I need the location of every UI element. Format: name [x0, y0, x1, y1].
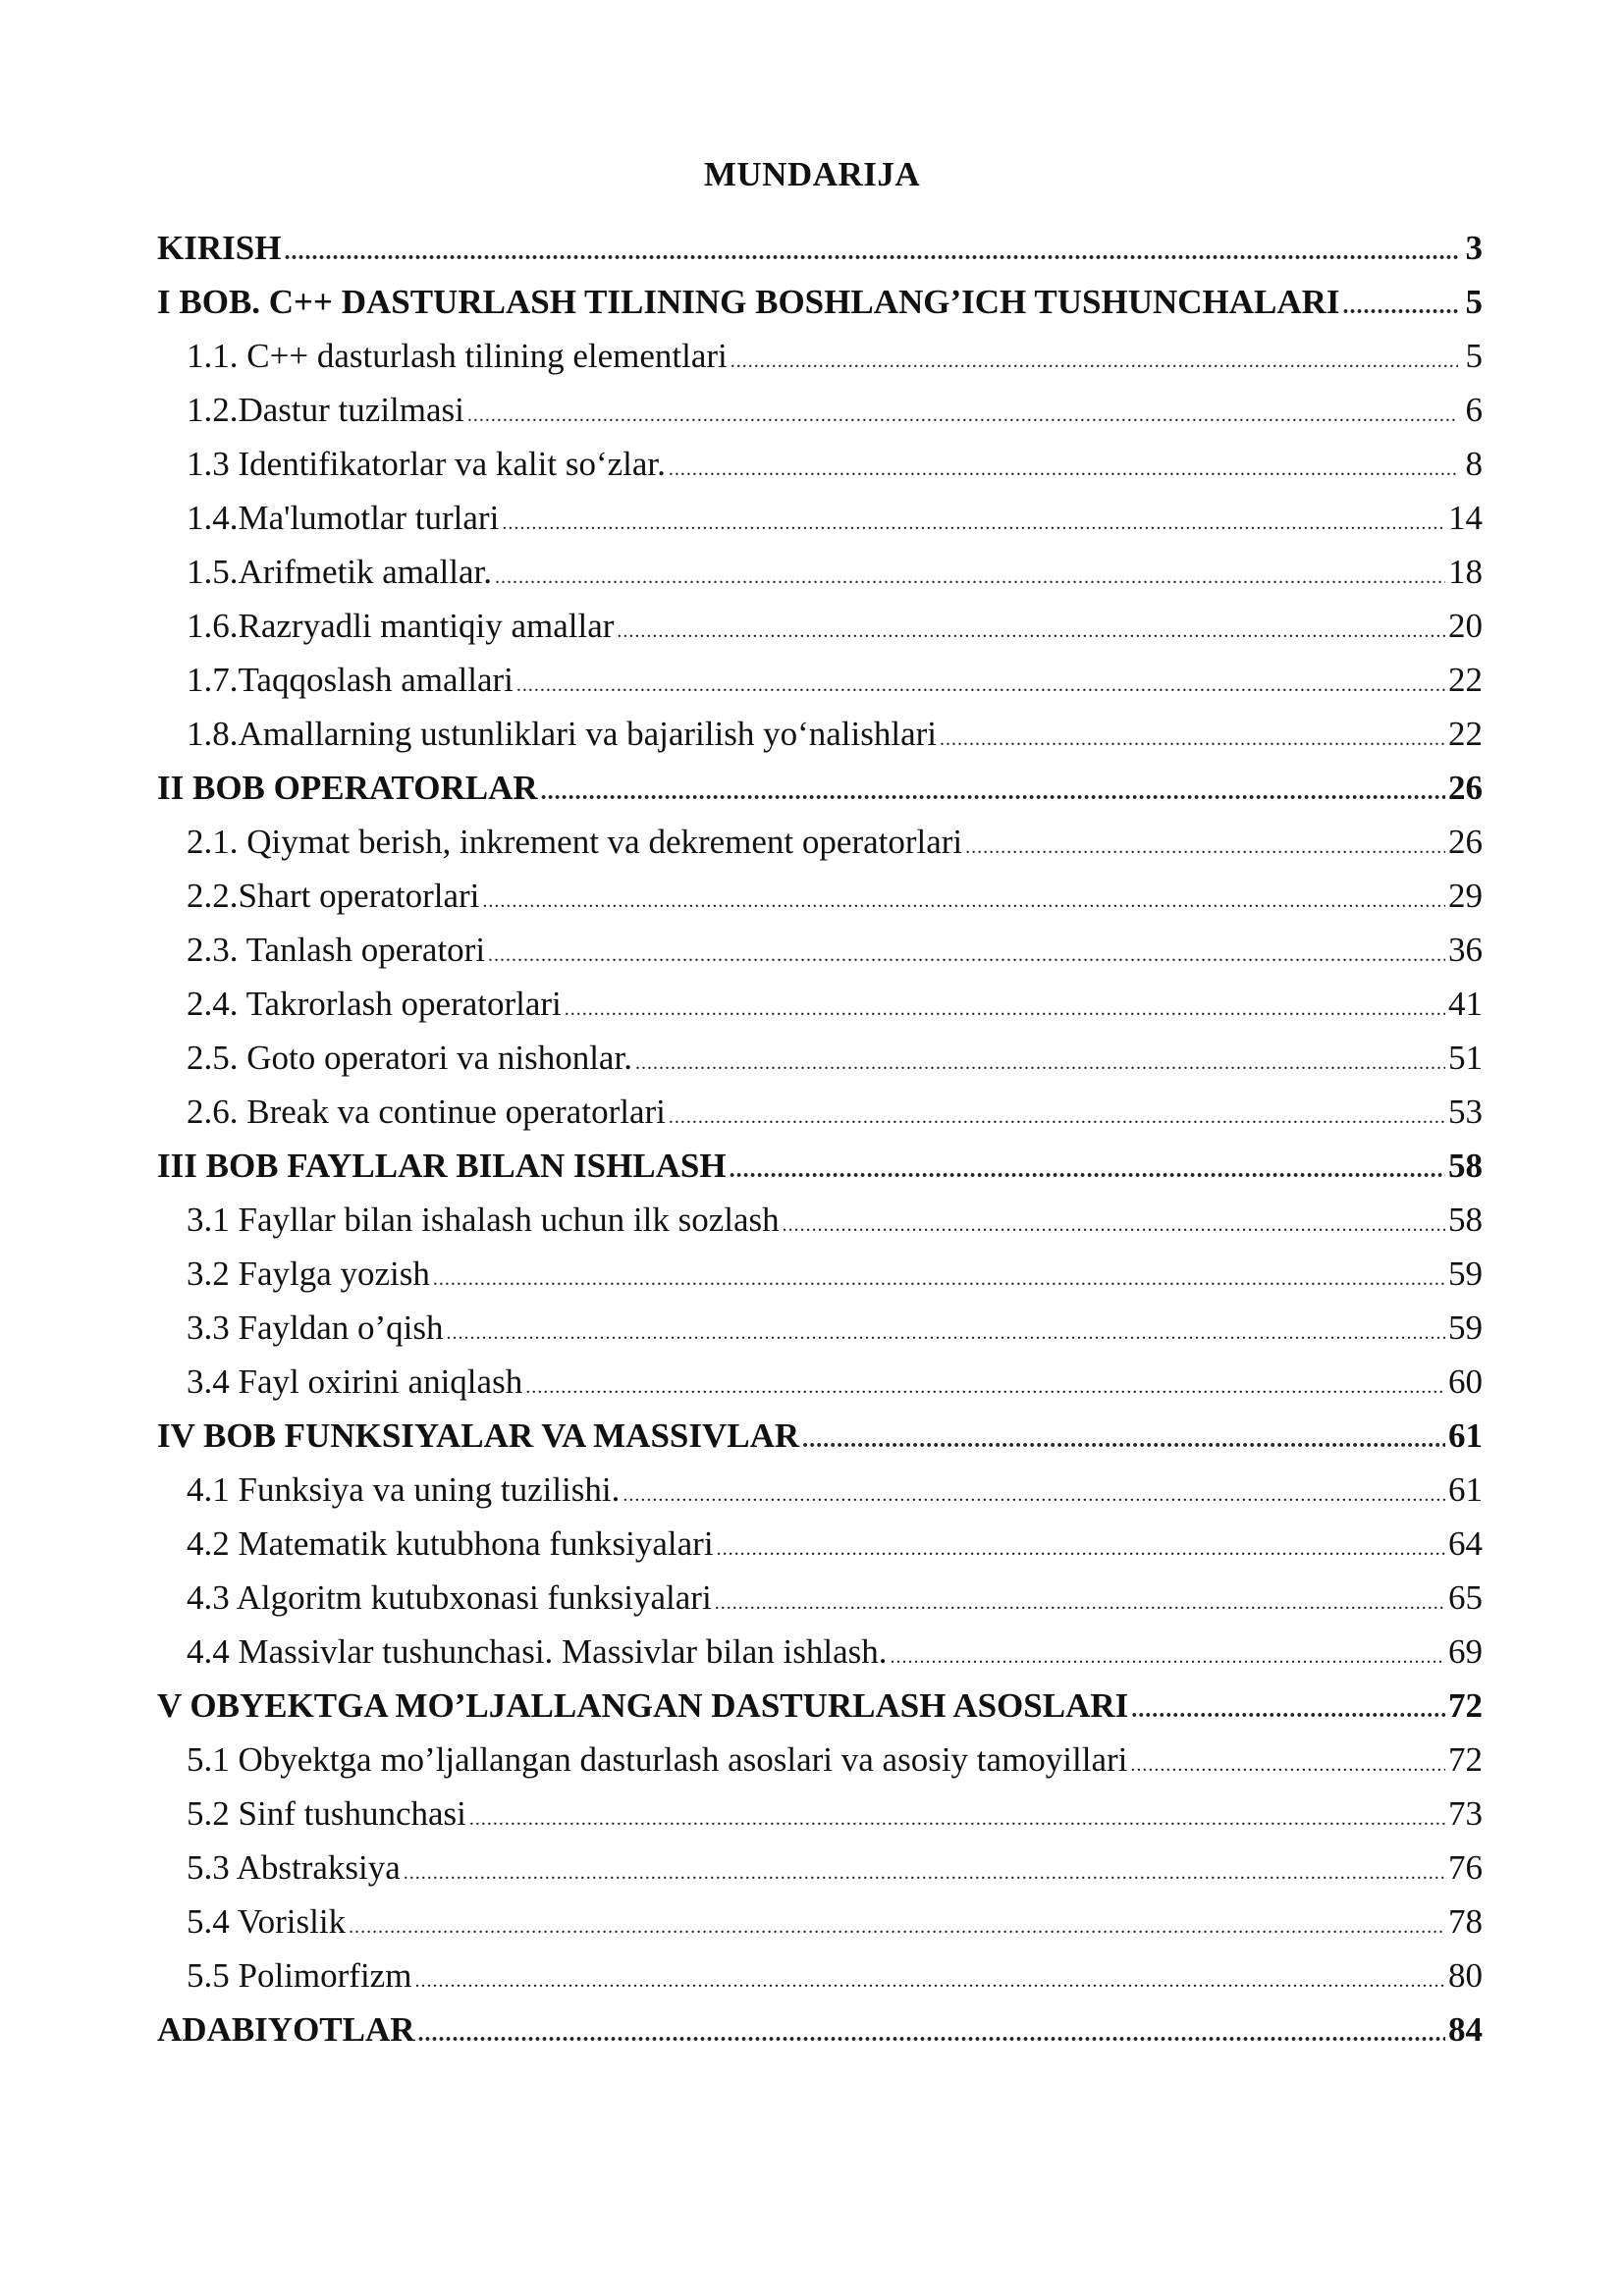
- toc-section-row[interactable]: [157, 869, 1483, 923]
- toc-page-number: 8: [1465, 445, 1483, 483]
- toc-page-number: 72: [1448, 1740, 1483, 1779]
- toc-page-number: 76: [1448, 1848, 1483, 1887]
- toc-section-row[interactable]: [157, 329, 1483, 383]
- toc-entry-label: 1.4.Ma'lumotlar turlari: [187, 499, 500, 537]
- toc-entry-label: 2.1. Qiymat berish, inkrement va dekrement operatorlari: [187, 823, 963, 861]
- toc-entry-label: I BOB. C++ DASTURLASH TILINING BOSHLANG’ICH TUSHUNCHALARI: [157, 283, 1340, 321]
- toc-section-row[interactable]: [157, 653, 1483, 707]
- toc-page-number: 59: [1448, 1308, 1483, 1347]
- toc-page-number: 26: [1448, 823, 1483, 861]
- toc-section-row[interactable]: [157, 1571, 1483, 1625]
- toc-section-row[interactable]: [157, 1517, 1483, 1571]
- toc-dot-leader: [783, 1199, 1445, 1253]
- toc-dot-leader: [467, 389, 1458, 443]
- toc-entry-label: 5.2 Sinf tushunchasi: [187, 1794, 466, 1833]
- toc-section-row[interactable]: [157, 1193, 1483, 1247]
- toc-chapter-row[interactable]: [157, 1409, 1483, 1463]
- toc-dot-leader: [731, 335, 1458, 389]
- toc-section-row[interactable]: [157, 707, 1483, 761]
- toc-page-number: 61: [1448, 1470, 1483, 1509]
- toc-dot-leader: [447, 1307, 1445, 1361]
- toc-page-number: 5: [1465, 337, 1483, 375]
- toc-chapter-row[interactable]: [157, 221, 1483, 275]
- toc-entry-label: 2.3. Tanlash operatori: [187, 931, 486, 969]
- toc-section-row[interactable]: [157, 1085, 1483, 1139]
- toc-page-number: 58: [1448, 1147, 1483, 1185]
- toc-page-number: 69: [1448, 1632, 1483, 1671]
- toc-section-row[interactable]: [157, 1031, 1483, 1085]
- toc-page-number: 72: [1448, 1686, 1483, 1725]
- toc-page-number: 3: [1465, 229, 1483, 267]
- toc-entry-label: 5.1 Obyektga mo’ljallangan dasturlash asoslari va asosiy tamoyillari: [187, 1740, 1128, 1779]
- toc-entry-label: 4.4 Massivlar tushunchasi. Massivlar bilan ishlash.: [187, 1632, 888, 1671]
- toc-entry-label: IV BOB FUNKSIYALAR VA MASSIVLAR: [157, 1416, 800, 1455]
- toc-section-row[interactable]: [157, 923, 1483, 977]
- page-title: MUNDARIJA: [703, 155, 921, 193]
- toc-page-number: 20: [1448, 607, 1483, 645]
- toc-entry-label: 1.7.Taqqoslash amallari: [187, 661, 514, 699]
- toc-page-number: 84: [1448, 2010, 1483, 2049]
- toc-dot-leader: [418, 2007, 1445, 2061]
- toc-dot-leader: [623, 1468, 1445, 1522]
- toc-dot-leader: [349, 1900, 1445, 1954]
- toc-dot-leader: [965, 821, 1445, 875]
- toc-entry-label: 3.4 Fayl oxirini aniqlash: [187, 1362, 523, 1401]
- toc-entry-label: 1.8.Amallarning ustunliklari va bajarilish yo‘nalishlari: [187, 715, 938, 753]
- table-of-contents: [157, 221, 1483, 2056]
- toc-entry-label: 4.3 Algoritm kutubxonasi funksiyalari: [187, 1578, 712, 1617]
- toc-entry-label: 1.3 Identifikatorlar va kalit so‘zlar.: [187, 445, 666, 483]
- toc-page-number: 14: [1448, 499, 1483, 537]
- toc-dot-leader: [433, 1253, 1445, 1307]
- toc-dot-leader: [565, 983, 1445, 1037]
- toc-page-number: 18: [1448, 553, 1483, 591]
- toc-dot-leader: [1130, 1738, 1445, 1792]
- toc-dot-leader: [717, 1522, 1445, 1576]
- toc-page-number: 73: [1448, 1794, 1483, 1833]
- toc-dot-leader: [730, 1144, 1445, 1198]
- toc-dot-leader: [1343, 280, 1458, 334]
- toc-entry-label: 3.3 Fayldan o’qish: [187, 1308, 444, 1347]
- toc-entry-label: 1.5.Arifmetik amallar.: [187, 553, 493, 591]
- toc-entry-label: 1.1. C++ dasturlash tilining elementlari: [187, 337, 728, 375]
- toc-page-number: 80: [1448, 1956, 1483, 1995]
- toc-dot-leader: [802, 1414, 1445, 1468]
- toc-entry-label: 3.2 Faylga yozish: [187, 1255, 430, 1293]
- toc-dot-leader: [414, 1954, 1445, 2008]
- toc-entry-label: 5.3 Abstraksiya: [187, 1848, 401, 1887]
- toc-entry-label: 1.2.Dastur tuzilmasi: [187, 391, 464, 429]
- toc-chapter-row[interactable]: [157, 1679, 1483, 1733]
- toc-entry-label: KIRISH: [157, 229, 282, 267]
- toc-dot-leader: [502, 497, 1445, 551]
- toc-page-number: 59: [1448, 1255, 1483, 1293]
- toc-chapter-row[interactable]: [157, 275, 1483, 329]
- toc-section-row[interactable]: [157, 545, 1483, 599]
- toc-section-row[interactable]: [157, 1625, 1483, 1679]
- toc-section-row[interactable]: [157, 1355, 1483, 1409]
- toc-chapter-row[interactable]: [157, 2002, 1483, 2056]
- toc-entry-label: 2.4. Takrorlash operatorlari: [187, 985, 562, 1023]
- toc-section-row[interactable]: [157, 437, 1483, 491]
- toc-entry-label: 4.1 Funksiya va uning tuzilishi.: [187, 1470, 621, 1509]
- toc-dot-leader: [715, 1576, 1445, 1630]
- toc-page-number: 36: [1448, 931, 1483, 969]
- toc-section-row[interactable]: [157, 1895, 1483, 1949]
- toc-dot-leader: [635, 1037, 1445, 1091]
- toc-dot-leader: [284, 226, 1458, 280]
- toc-page-number: 29: [1448, 877, 1483, 915]
- toc-entry-label: 2.6. Break va continue operatorlari: [187, 1093, 666, 1131]
- toc-entry-label: 5.5 Polimorfizm: [187, 1956, 412, 1995]
- toc-dot-leader: [669, 443, 1458, 497]
- toc-entry-label: ADABIYOTLAR: [157, 2010, 415, 2049]
- toc-section-row[interactable]: [157, 1733, 1483, 1787]
- toc-entry-label: 1.6.Razryadli mantiqiy amallar: [187, 607, 615, 645]
- toc-page-number: 41: [1448, 985, 1483, 1023]
- toc-dot-leader: [525, 1361, 1445, 1415]
- toc-page-number: 5: [1465, 283, 1483, 321]
- toc-entry-label: V OBYEKTGA MO’LJALLANGAN DASTURLASH ASOSLARI: [157, 1686, 1129, 1725]
- toc-page-number: 53: [1448, 1093, 1483, 1131]
- toc-entry-label: 2.2.Shart operatorlari: [187, 877, 480, 915]
- toc-dot-leader: [891, 1630, 1445, 1684]
- toc-dot-leader: [669, 1091, 1445, 1145]
- toc-section-row[interactable]: [157, 815, 1483, 869]
- toc-section-row[interactable]: [157, 1787, 1483, 1841]
- toc-dot-leader: [469, 1792, 1445, 1846]
- toc-section-row[interactable]: [157, 1463, 1483, 1517]
- toc-page-number: 51: [1448, 1039, 1483, 1077]
- toc-dot-leader: [541, 766, 1445, 820]
- toc-section-row[interactable]: [157, 1247, 1483, 1301]
- toc-section-row[interactable]: [157, 1949, 1483, 2002]
- toc-entry-label: 5.4 Vorislik: [187, 1902, 347, 1941]
- toc-section-row[interactable]: [157, 977, 1483, 1031]
- toc-entry-label: 3.1 Fayllar bilan ishalash uchun ilk sozlash: [187, 1201, 780, 1239]
- toc-section-row[interactable]: [157, 599, 1483, 653]
- toc-page-number: 58: [1448, 1201, 1483, 1239]
- toc-chapter-row[interactable]: [157, 1139, 1483, 1193]
- toc-entry-label: III BOB FAYLLAR BILAN ISHLASH: [157, 1147, 727, 1185]
- toc-entry-label: 4.2 Matematik kutubhona funksiyalari: [187, 1524, 714, 1563]
- toc-page-number: 26: [1448, 769, 1483, 807]
- toc-page-number: 64: [1448, 1524, 1483, 1563]
- toc-page-number: 60: [1448, 1362, 1483, 1401]
- toc-page-number: 22: [1448, 661, 1483, 699]
- toc-section-row[interactable]: [157, 1301, 1483, 1355]
- toc-section-row[interactable]: [157, 383, 1483, 437]
- toc-dot-leader: [488, 929, 1445, 983]
- toc-dot-leader: [516, 659, 1445, 713]
- toc-page-number: 65: [1448, 1578, 1483, 1617]
- toc-dot-leader: [1131, 1683, 1445, 1737]
- toc-page-number: 78: [1448, 1902, 1483, 1941]
- toc-entry-label: 2.5. Goto operatori va nishonlar.: [187, 1039, 632, 1077]
- toc-dot-leader: [495, 551, 1445, 605]
- toc-dot-leader: [940, 713, 1445, 767]
- toc-page-number: 22: [1448, 715, 1483, 753]
- toc-entry-label: II BOB OPERATORLAR: [157, 769, 538, 807]
- toc-section-row[interactable]: [157, 491, 1483, 545]
- toc-chapter-row[interactable]: [157, 761, 1483, 815]
- toc-page-number: 61: [1448, 1416, 1483, 1455]
- toc-section-row[interactable]: [157, 1841, 1483, 1895]
- toc-page-number: 6: [1465, 391, 1483, 429]
- toc-dot-leader: [617, 605, 1445, 659]
- toc-dot-leader: [482, 875, 1445, 929]
- toc-dot-leader: [404, 1846, 1445, 1900]
